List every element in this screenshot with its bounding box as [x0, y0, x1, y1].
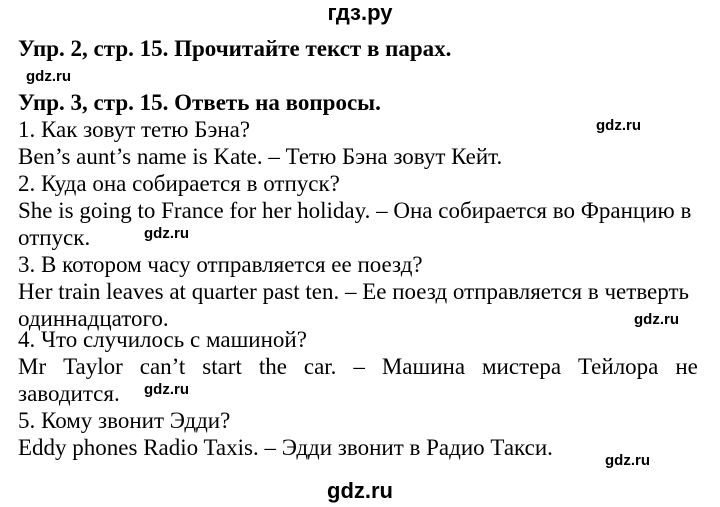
answer-2-line-1: She is going to France for her holiday. – Она собирается во Францию в — [18, 198, 692, 223]
answer-4-word: Taylor — [63, 354, 123, 379]
answer-4-word: Mr — [18, 354, 47, 379]
answer-4-word: start — [202, 354, 242, 379]
watermark: gdz.ru — [605, 452, 650, 469]
answer-4-word: the — [258, 354, 287, 379]
answer-4-word: мистера — [482, 354, 562, 379]
answer-4-word: не — [675, 354, 698, 379]
question-3: 3. В котором часу отправляется ее поезд? — [18, 252, 423, 277]
answer-4-word: can’t — [139, 354, 186, 379]
answer-4-line-1 — [18, 354, 698, 380]
exercise-3-title: Упр. 3, стр. 15. Ответь на вопросы. — [18, 90, 381, 115]
answer-4-word: Машина — [381, 354, 466, 379]
answer-4-line-2: заводится. — [18, 381, 120, 406]
question-1: 1. Как зовут тетю Бэна? — [18, 117, 251, 142]
answer-3-line-2: одиннадцатого. — [18, 306, 169, 331]
question-4: 4. Что случилось с машиной? — [18, 327, 307, 352]
question-5: 5. Кому звонит Эдди? — [18, 408, 231, 433]
watermark: gdz.ru — [26, 68, 71, 85]
answer-1: Ben’s aunt’s name is Kate. – Тетю Бэна зовут Кейт. — [18, 144, 503, 169]
site-footer: gdz.ru — [327, 478, 393, 503]
answer-4-word: Тейлора — [578, 354, 659, 379]
watermark: gdz.ru — [144, 381, 189, 398]
answer-2-line-2: отпуск. — [18, 225, 91, 250]
answer-4-word: car. — [303, 354, 337, 379]
answer-4-word: – — [353, 354, 365, 379]
site-header: гдз.ру — [327, 0, 393, 25]
question-2: 2. Куда она собирается в отпуск? — [18, 171, 340, 196]
watermark: gdz.ru — [596, 117, 641, 134]
watermark: gdz.ru — [144, 225, 189, 242]
answer-5: Eddy phones Radio Taxis. – Эдди звонит в Радио Такси. — [18, 435, 553, 460]
exercise-2-title: Упр. 2, стр. 15. Прочитайте текст в парах. — [18, 36, 452, 61]
answer-3-line-1: Her train leaves at quarter past ten. – Ее поезд отправляется в четверть — [18, 279, 689, 304]
watermark: gdz.ru — [634, 311, 679, 328]
